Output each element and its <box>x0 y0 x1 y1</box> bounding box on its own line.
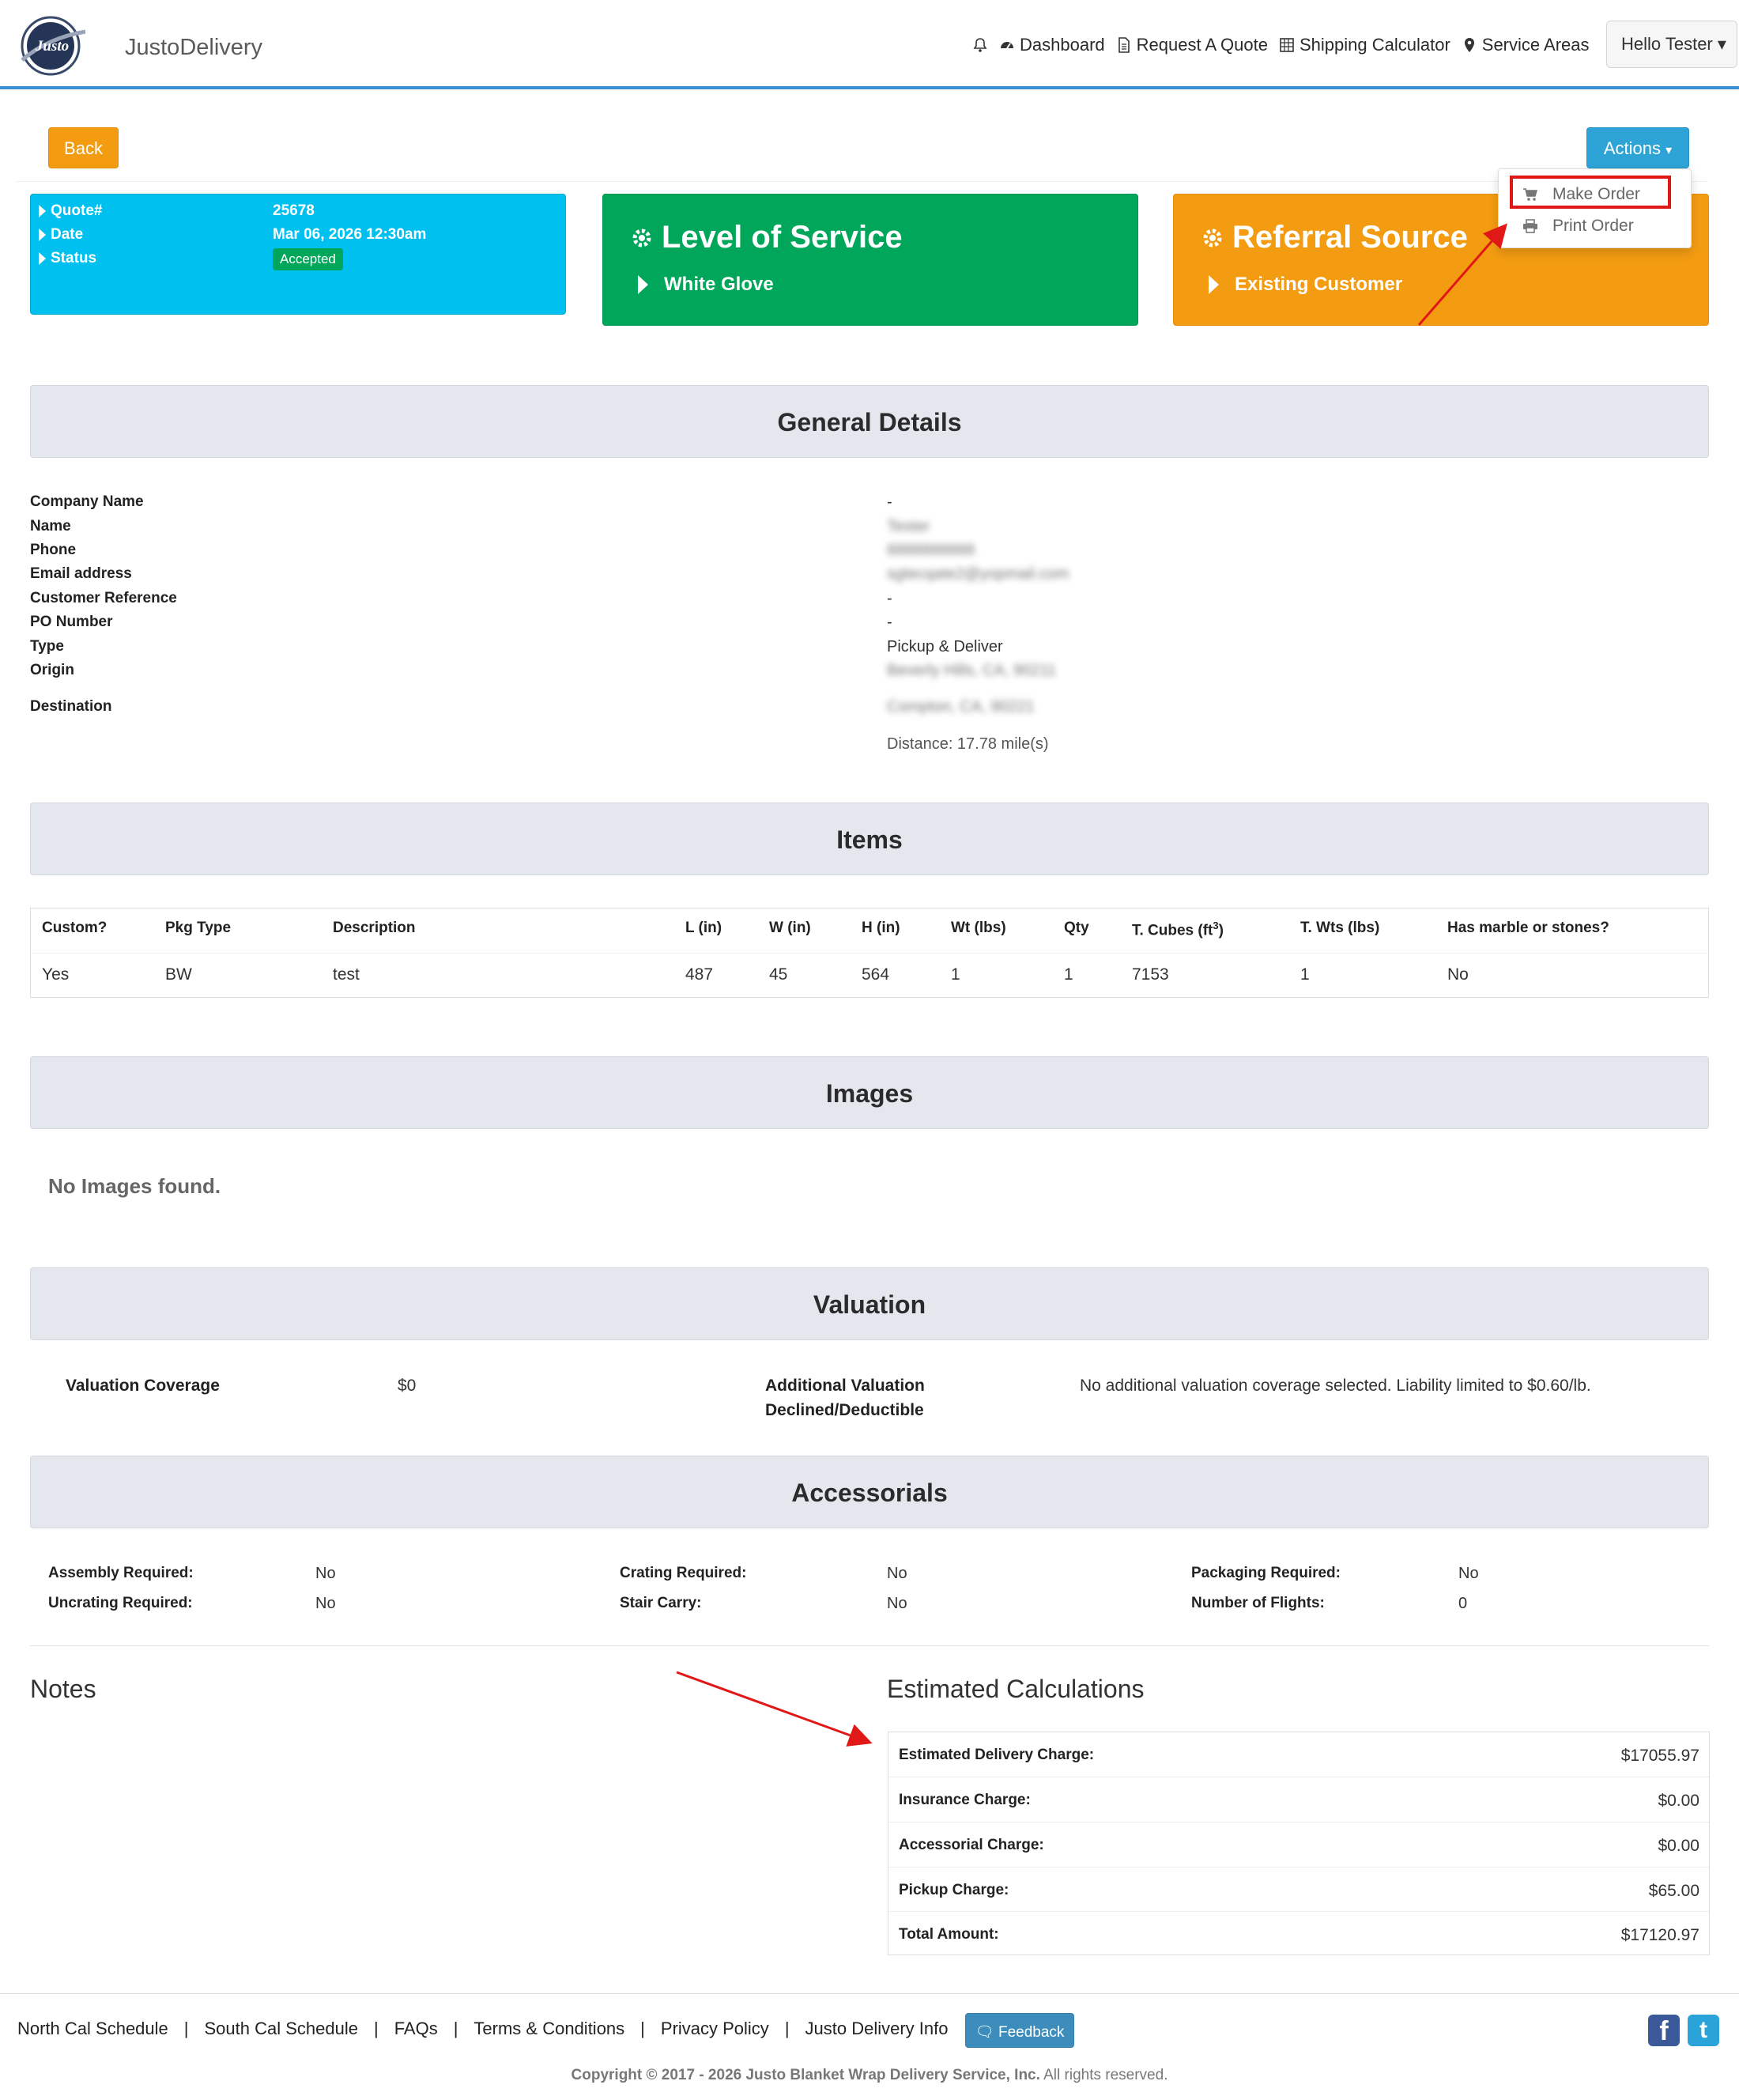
assembly-label: Assembly Required: <box>48 1565 194 1581</box>
footer-divider <box>0 1993 1739 1994</box>
column-header: Description <box>333 920 416 936</box>
print-order-label: Print Order <box>1552 217 1634 235</box>
level-of-service-value-text: White Glove <box>664 274 774 295</box>
table-cell: No <box>1447 965 1469 984</box>
additional-valuation-label-1: Additional Valuation <box>765 1377 925 1395</box>
phone-label: Phone <box>30 542 77 558</box>
calc-value: $0.00 <box>1658 1837 1699 1855</box>
footer-link-privacy[interactable]: Privacy Policy <box>660 2019 769 2038</box>
comment-icon: 🗨 <box>975 2024 994 2041</box>
status-label-text: Status <box>51 250 97 266</box>
referral-source-title-text: Referral Source <box>1232 220 1468 255</box>
flights-value: 0 <box>1458 1595 1468 1612</box>
make-order-label: Make Order <box>1552 185 1640 203</box>
table-cell: 1 <box>1064 965 1073 984</box>
notes-title: Notes <box>30 1675 96 1703</box>
destination-label: Destination <box>30 698 112 715</box>
column-header: L (in) <box>685 920 722 936</box>
email-value: sgtecqate2@yopmail.com <box>887 565 1069 583</box>
nav-request-quote-label: Request A Quote <box>1136 35 1268 55</box>
name-label: Name <box>30 518 71 534</box>
nav-service-areas-label: Service Areas <box>1481 35 1590 55</box>
packaging-value: No <box>1458 1565 1479 1582</box>
calc-label: Total Amount: <box>899 1926 999 1943</box>
feedback-button[interactable] <box>965 2013 1074 2048</box>
nav-shipping-calculator-label: Shipping Calculator <box>1299 35 1450 55</box>
caret-down-icon: ▾ <box>1717 34 1726 54</box>
logo-text: Justo <box>35 38 70 55</box>
valuation-coverage-value: $0 <box>398 1377 417 1395</box>
footer-separator: | <box>453 2019 458 2038</box>
footer-link-faqs[interactable]: FAQs <box>394 2019 438 2038</box>
cubes-header-text: T. Cubes (ft <box>1132 922 1213 939</box>
brand-name[interactable]: JustoDelivery <box>125 35 263 60</box>
table-cell: 45 <box>769 965 788 984</box>
table-cell: 564 <box>862 965 890 984</box>
footer-link-terms[interactable]: Terms & Conditions <box>473 2019 625 2038</box>
quote-label-text: Quote# <box>51 202 103 219</box>
destination-value: Compton, CA, 90221 <box>887 698 1035 716</box>
no-images-text: No Images found. <box>48 1174 221 1198</box>
uncrating-label: Uncrating Required: <box>48 1595 193 1611</box>
company-name-label: Company Name <box>30 493 144 510</box>
calc-value: $65.00 <box>1648 1882 1699 1900</box>
column-header: T. Wts (lbs) <box>1300 920 1380 936</box>
flights-label: Number of Flights: <box>1191 1595 1325 1611</box>
stair-carry-value: No <box>887 1595 907 1612</box>
copyright <box>0 2067 1739 2084</box>
column-header: Custom? <box>42 920 108 936</box>
back-button[interactable]: Back <box>48 127 119 168</box>
table-cell: 7153 <box>1132 965 1169 984</box>
annotation-arrow-make-order <box>1419 227 1504 325</box>
crating-label: Crating Required: <box>620 1565 747 1581</box>
footer-link-north-cal[interactable]: North Cal Schedule <box>17 2019 168 2038</box>
valuation-header: Valuation <box>30 1267 1709 1340</box>
po-number-value: - <box>887 614 892 631</box>
calc-label: Pickup Charge: <box>899 1882 1009 1898</box>
uncrating-value: No <box>315 1595 336 1612</box>
column-header: Wt (lbs) <box>951 920 1006 936</box>
column-header: H (in) <box>862 920 900 936</box>
accessorials-header: Accessorials <box>30 1456 1709 1528</box>
phone-value: 8888888888 <box>887 542 975 559</box>
calc-label: Estimated Delivery Charge: <box>899 1747 1095 1763</box>
column-header: W (in) <box>769 920 811 936</box>
table-cell: test <box>333 965 360 984</box>
feedback-label: Feedback <box>998 2024 1065 2041</box>
origin-value: Beverly Hills, CA, 90211 <box>887 662 1057 679</box>
footer-link-info[interactable]: Justo Delivery Info <box>805 2019 949 2038</box>
nav-dashboard-label: Dashboard <box>1020 35 1105 55</box>
footer-links <box>17 2019 949 2039</box>
calc-value: $17120.97 <box>1620 1926 1699 1944</box>
cubes-header-close: ) <box>1218 922 1224 939</box>
crating-value: No <box>887 1565 907 1582</box>
facebook-icon[interactable]: f <box>1648 2015 1680 2046</box>
type-label: Type <box>30 638 64 655</box>
calc-label: Accessorial Charge: <box>899 1837 1044 1853</box>
column-header: Has marble or stones? <box>1447 920 1609 936</box>
type-value: Pickup & Deliver <box>887 638 1003 655</box>
referral-source-value-text: Existing Customer <box>1235 274 1403 295</box>
cubes-header-sup: 3 <box>1213 920 1219 931</box>
calc-label: Insurance Charge: <box>899 1792 1031 1808</box>
items-header: Items <box>30 803 1709 875</box>
email-label: Email address <box>30 565 132 582</box>
estimated-calculations-title: Estimated Calculations <box>887 1675 1145 1703</box>
footer-separator: | <box>373 2019 379 2038</box>
distance-value: Distance: 17.78 mile(s) <box>887 735 1049 753</box>
table-cell: Yes <box>42 965 70 984</box>
table-cell: 1 <box>951 965 960 984</box>
copyright-rest: All rights reserved. <box>1039 2067 1168 2083</box>
calc-value: $17055.97 <box>1620 1747 1699 1765</box>
annotation-arrow-calculations <box>677 1672 868 1742</box>
company-name-value: - <box>887 493 892 511</box>
footer-separator: | <box>784 2019 790 2038</box>
valuation-coverage-label: Valuation Coverage <box>66 1377 220 1395</box>
name-value: Tester <box>887 518 930 535</box>
footer-separator: | <box>640 2019 645 2038</box>
quote-number-value: 25678 <box>273 202 315 219</box>
general-details-header: General Details <box>30 385 1709 458</box>
additional-valuation-label-2: Declined/Deductible <box>765 1401 924 1419</box>
status-badge: Accepted <box>273 248 343 270</box>
level-of-service-title-text: Level of Service <box>662 220 903 255</box>
footer-separator: | <box>183 2019 189 2038</box>
footer-link-south-cal[interactable]: South Cal Schedule <box>204 2019 358 2038</box>
copyright-bold: Copyright © 2017 - 2026 Justo Blanket Wrap Delivery Service, Inc. <box>571 2067 1040 2083</box>
table-cell: BW <box>165 965 192 984</box>
column-header: Qty <box>1064 920 1089 936</box>
caret-down-icon: ▾ <box>1665 144 1673 157</box>
table-cell: 1 <box>1300 965 1310 984</box>
additional-valuation-value: No additional valuation coverage selected. Liability limited to $0.60/lb. <box>1080 1377 1591 1395</box>
actions-label: Actions <box>1603 138 1661 158</box>
assembly-value: No <box>315 1565 336 1582</box>
packaging-label: Packaging Required: <box>1191 1565 1341 1581</box>
calc-value: $0.00 <box>1658 1792 1699 1810</box>
images-header: Images <box>30 1056 1709 1129</box>
origin-label: Origin <box>30 662 74 678</box>
date-value: Mar 06, 2026 12:30am <box>273 226 427 243</box>
user-greeting: Hello Tester <box>1621 34 1713 54</box>
column-header: Pkg Type <box>165 920 232 936</box>
stair-carry-label: Stair Carry: <box>620 1595 702 1611</box>
po-number-label: PO Number <box>30 614 113 630</box>
customer-reference-label: Customer Reference <box>30 590 177 606</box>
date-label-text: Date <box>51 226 84 243</box>
customer-reference-value: - <box>887 590 892 607</box>
twitter-icon[interactable]: t <box>1688 2015 1719 2046</box>
table-cell: 487 <box>685 965 714 984</box>
